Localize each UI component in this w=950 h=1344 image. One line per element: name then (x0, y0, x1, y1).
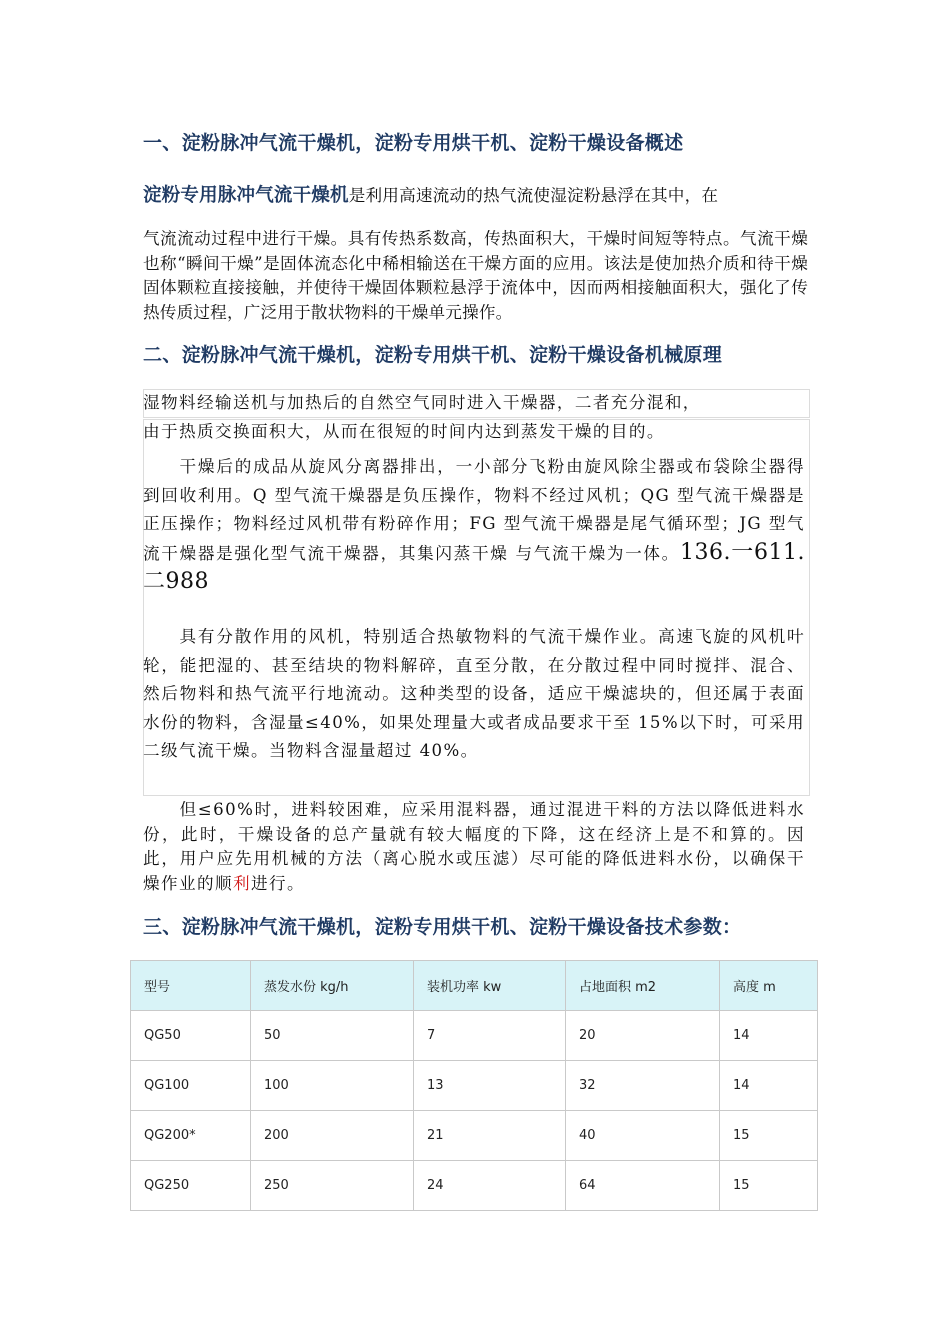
section1-lead (143, 184, 808, 209)
principle-paragraph-b: 具有分散作用的风机，特别适合热敏物料的气流干燥作业。高速飞旋的风机叶轮，能把湿的、甚至结块的物料解碎，直至分散，在分散过程中同时搅拌、混合、然后物料和热气流平行地流动。这种类型的设备，适应干燥滤块的，但还属于表面水份的物料，含湿量≤40%，如果处理量大或者成品要求干至 15%以下时，可采用二级气流干燥。当物料含湿量超过 40%。 (143, 627, 805, 760)
cell-power: 13 (414, 1061, 566, 1111)
cell-evaporation: 50 (251, 1011, 414, 1061)
spec-table (130, 960, 818, 1211)
cell-evaporation: 200 (251, 1111, 414, 1161)
phone-number: 136.一611.二988 (143, 539, 805, 594)
principle-text-c: 但≤60%时，进料较困难，应采用混料器，通过混进干料的方法以降低进料水份，此时，干燥设备的总产量就有较大幅度的下降，这在经济上是不和算的。因此，用户应先用机械的方法（离心脱水或压滤）尽可能的降低进料水份，以确保干燥作业的顺 (143, 800, 805, 893)
principle-text-a: 干燥后的成品从旋风分离器排出，一小部分飞粉由旋风除尘器或布袋除尘器得到回收利用。Q 型气流干燥器是负压操作，物料不经过风机；QG 型气流干燥器是正压操作；物料经过风机带有粉碎作用；FG 型气流干燥器是尾气循环型；JG 型气流干燥器是强化型气流干燥器，其集闪蒸干燥 与气流干燥为一体。 (143, 457, 805, 563)
table-row (131, 1011, 818, 1061)
cell-area: 20 (566, 1011, 720, 1061)
cell-height: 15 (720, 1161, 818, 1211)
cell-model: QG100 (131, 1061, 251, 1111)
section2-heading: 二、淀粉脉冲气流干燥机，淀粉专用烘干机、淀粉干燥设备机械原理 (143, 344, 723, 366)
section1-heading: 一、淀粉脉冲气流干燥机，淀粉专用烘干机、淀粉干燥设备概述 (143, 132, 684, 154)
principle-line-1: 湿物料经输送机与加热后的自然空气同时进入干燥器，二者充分混和， (143, 393, 701, 412)
cell-area: 40 (566, 1111, 720, 1161)
cell-power: 7 (414, 1011, 566, 1061)
cell-area: 32 (566, 1061, 720, 1111)
product-name-link[interactable]: 淀粉专用脉冲气流干燥机 (143, 185, 349, 206)
header-area: 占地面积 m2 (566, 961, 720, 1011)
principle-paragraph-a (143, 453, 805, 598)
cell-height: 14 (720, 1011, 818, 1061)
cell-evaporation: 250 (251, 1161, 414, 1211)
table-row (131, 1161, 818, 1211)
table-row (131, 1061, 818, 1111)
cell-model: QG50 (131, 1011, 251, 1061)
header-model: 型号 (131, 961, 251, 1011)
header-height: 高度 m (720, 961, 818, 1011)
section1-paragraph: 气流流动过程中进行干燥。具有传热系数高，传热面积大，干燥时间短等特点。气流干燥也称“瞬间干燥”是固体流态化中稀相输送在干燥方面的应用。该法是使加热介质和待干燥固体颗粒直接接触，并使待干燥固体颗粒悬浮于流体中，因而两相接触面积大，强化了传热传质过程，广泛用于散状物料的干燥单元操作。 (143, 229, 808, 322)
cell-evaporation: 100 (251, 1061, 414, 1111)
cell-model: QG250 (131, 1161, 251, 1211)
header-evaporation: 蒸发水份 kg/h (251, 961, 414, 1011)
table-row (131, 1111, 818, 1161)
red-char: 利 (232, 873, 251, 893)
cell-power: 24 (414, 1161, 566, 1211)
table-header-row (131, 961, 818, 1011)
principle-line-2: 由于热质交换面积大，从而在很短的时间内达到蒸发干燥的目的。 (143, 422, 665, 441)
cell-height: 15 (720, 1111, 818, 1161)
cell-height: 14 (720, 1061, 818, 1111)
lead-text: 是利用高速流动的热气流使湿淀粉悬浮在其中，在 (348, 186, 719, 205)
cell-area: 64 (566, 1161, 720, 1211)
cell-power: 21 (414, 1111, 566, 1161)
section3-heading: 三、淀粉脉冲气流干燥机，淀粉专用烘干机、淀粉干燥设备技术参数： (143, 916, 742, 938)
cell-model: QG200* (131, 1111, 251, 1161)
principle-paragraph-c (143, 798, 805, 896)
header-power: 装机功率 kw (414, 961, 566, 1011)
principle-text-c-end: 进行。 (250, 873, 305, 893)
